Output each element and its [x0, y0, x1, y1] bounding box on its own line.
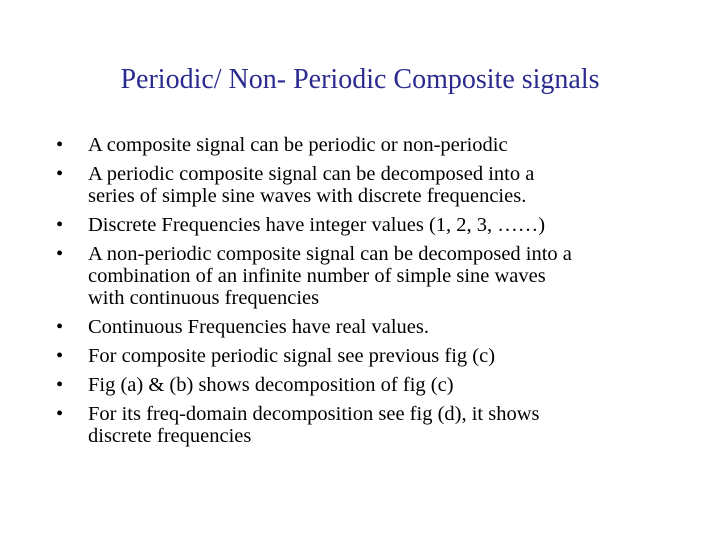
bullet-line: A non-periodic composite signal can be decomposed into a: [88, 243, 572, 265]
bullet-list: [56, 134, 696, 454]
bullet-text: [88, 345, 696, 367]
bullet-item: [56, 316, 696, 338]
bullet-item: [56, 214, 696, 236]
bullet-text: [88, 134, 696, 156]
bullet-line: For its freq-domain decomposition see fig (d), it shows: [88, 403, 540, 425]
bullet-line: series of simple sine waves with discrete frequencies.: [88, 185, 527, 207]
bullet-text: [88, 316, 696, 338]
bullet-line: Discrete Frequencies have integer values (1, 2, 3, ……): [88, 214, 546, 236]
bullet-item: [56, 403, 696, 447]
bullet-text: [88, 403, 696, 447]
bullet-icon: •: [56, 345, 64, 367]
bullet-icon: •: [56, 243, 64, 265]
bullet-line: A composite signal can be periodic or non-periodic: [88, 134, 508, 156]
bullet-text: [88, 243, 696, 309]
bullet-item: [56, 243, 696, 309]
bullet-icon: •: [56, 134, 64, 156]
bullet-line: combination of an infinite number of simple sine waves: [88, 265, 546, 287]
bullet-icon: •: [56, 374, 64, 396]
bullet-icon: •: [56, 316, 64, 338]
bullet-icon: •: [56, 163, 64, 185]
bullet-line: Continuous Frequencies have real values.: [88, 316, 430, 338]
bullet-line: Fig (a) & (b) shows decomposition of fig (c): [88, 374, 454, 396]
bullet-text: [88, 163, 696, 207]
bullet-line: with continuous frequencies: [88, 287, 320, 309]
bullet-text: [88, 214, 696, 236]
slide-title: Periodic/ Non- Periodic Composite signals: [120, 64, 600, 95]
bullet-icon: •: [56, 403, 64, 425]
bullet-item: [56, 134, 696, 156]
bullet-line: For composite periodic signal see previous fig (c): [88, 345, 496, 367]
bullet-line: discrete frequencies: [88, 425, 252, 447]
bullet-text: [88, 374, 696, 396]
bullet-item: [56, 374, 696, 396]
bullet-icon: •: [56, 214, 64, 236]
bullet-item: [56, 163, 696, 207]
bullet-line: A periodic composite signal can be decomposed into a: [88, 163, 535, 185]
bullet-item: [56, 345, 696, 367]
